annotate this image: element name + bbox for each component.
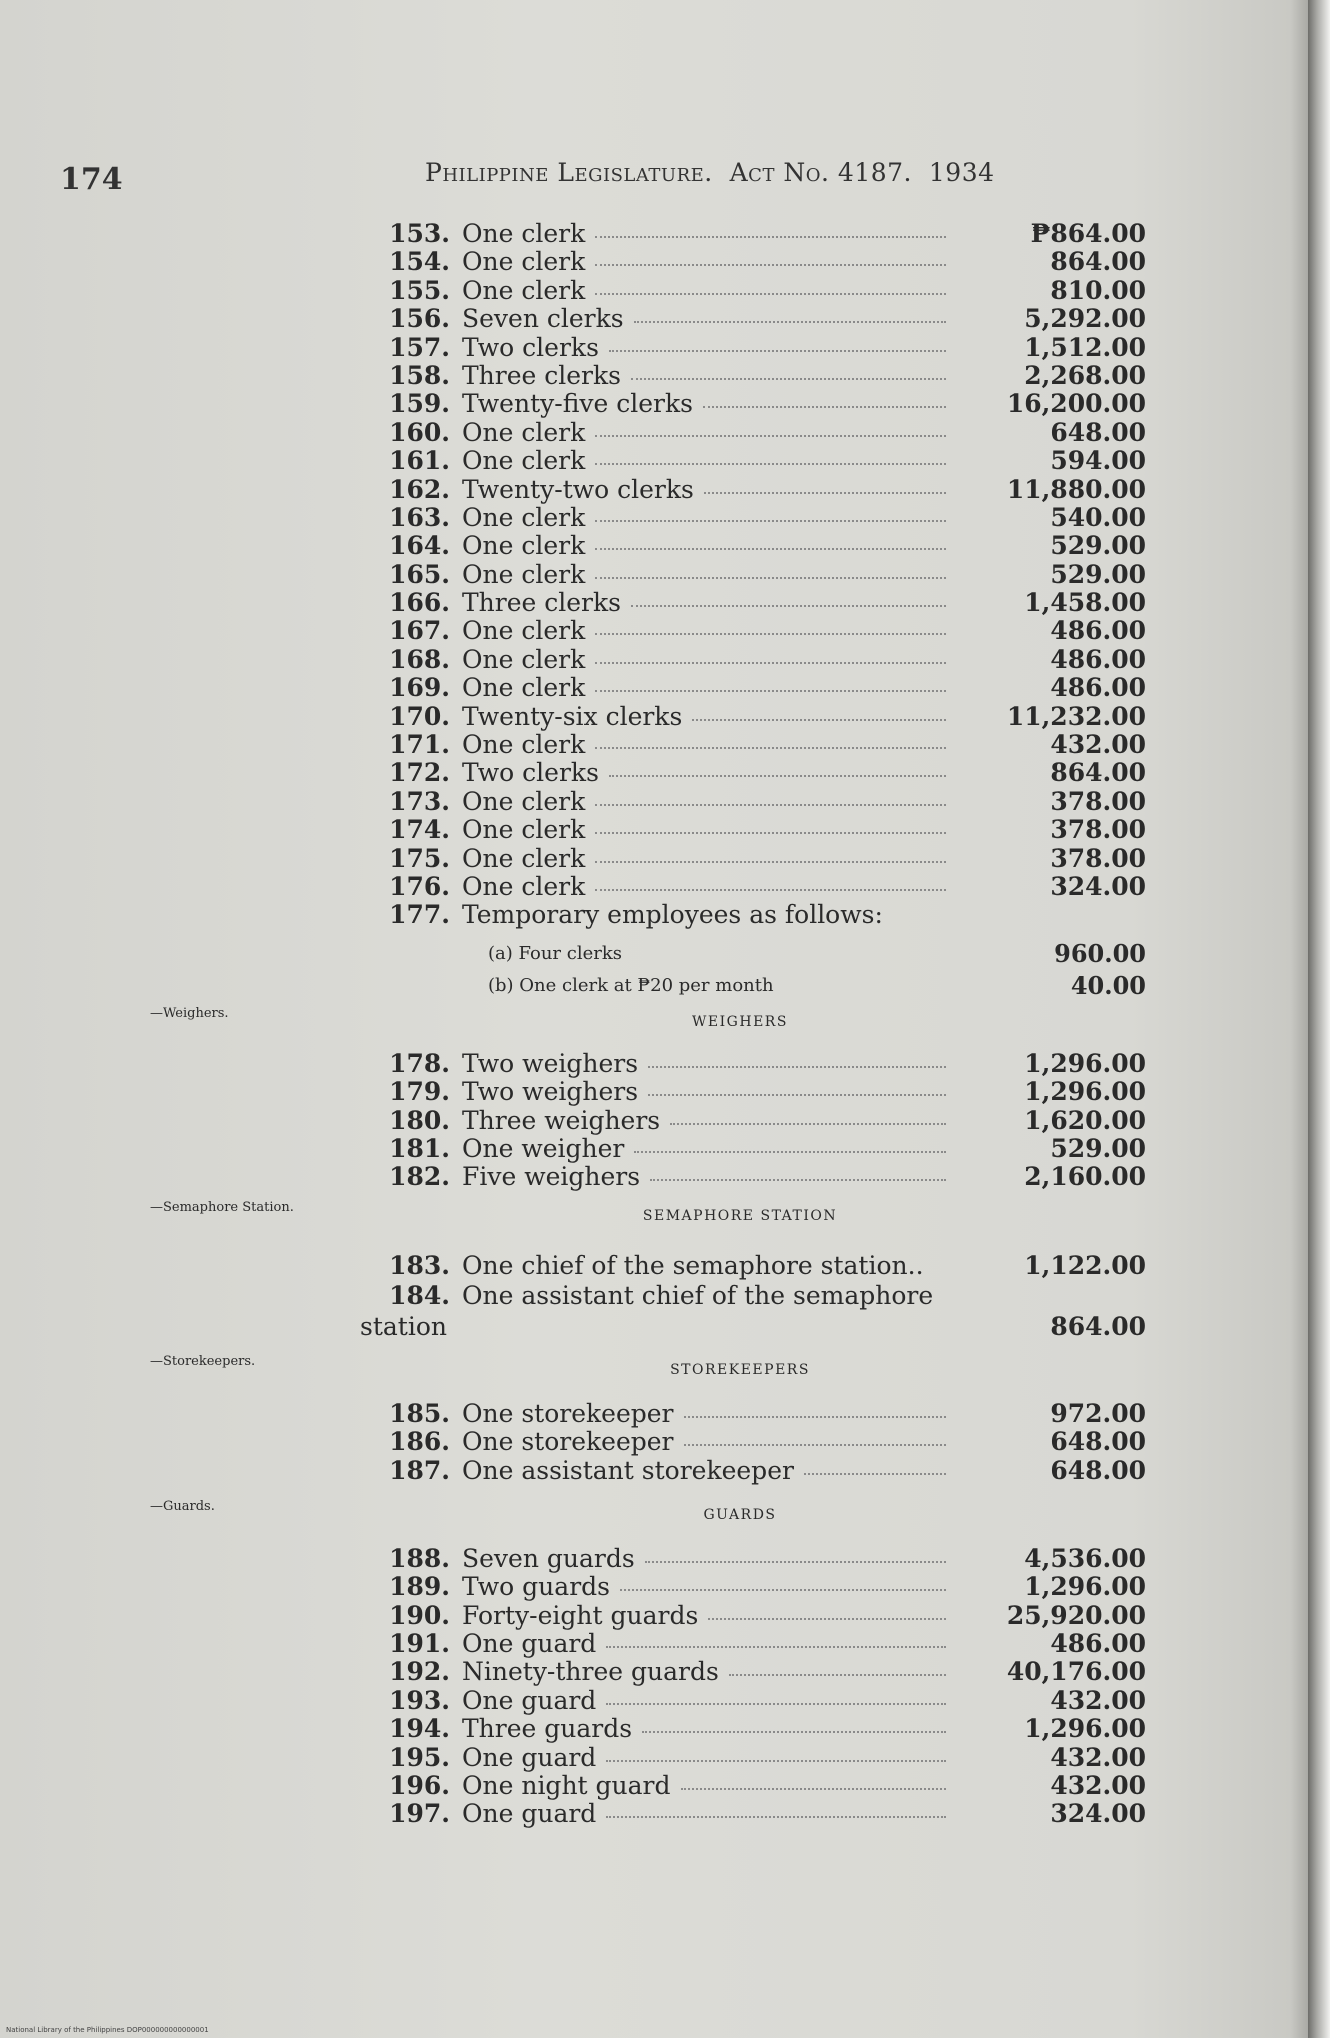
item-number: 179. <box>389 1077 450 1107</box>
item-row <box>0 419 1330 447</box>
item-text: One clerk <box>462 219 586 248</box>
item-amount: 864.00 <box>1050 247 1146 277</box>
item-text: One guard <box>462 1799 597 1829</box>
item-amount: 864.00 <box>1050 1311 1146 1341</box>
item-row <box>0 532 1330 560</box>
margin-note-storekeepers: —Storekeepers. <box>150 1353 256 1369</box>
item-text: Two clerks <box>462 758 599 788</box>
page-number: 174 <box>60 162 123 197</box>
leader-dots <box>595 888 946 891</box>
leader-dots <box>606 1815 946 1818</box>
item-row <box>0 938 1330 970</box>
item-text: One chief of the semaphore station.. <box>462 1250 924 1280</box>
item-number: 197. <box>389 1799 450 1829</box>
item-number: 171. <box>389 730 450 760</box>
leader-dots <box>595 831 946 834</box>
item-amount: 16,200.00 <box>1006 389 1146 419</box>
item-number: 172. <box>389 758 450 788</box>
item-text: One night guard <box>462 1771 671 1801</box>
leader-dots <box>595 632 946 635</box>
item-number: 178. <box>389 1048 450 1078</box>
item-number: 160. <box>389 417 450 447</box>
item-text: One clerk <box>462 446 586 476</box>
leader-dots <box>704 491 946 494</box>
leader-dots <box>609 349 946 352</box>
item-row <box>0 970 1330 1002</box>
item-number: 188. <box>389 1543 450 1573</box>
item-number: 164. <box>389 531 450 561</box>
item-amount: 960.00 <box>1054 938 1146 968</box>
item-amount: 486.00 <box>1050 1629 1146 1659</box>
item-row <box>0 646 1330 674</box>
item-row <box>0 617 1330 645</box>
clerk-rows <box>0 220 1330 901</box>
item-row <box>0 390 1330 418</box>
item-amount: 40,176.00 <box>1006 1657 1146 1687</box>
item-number: 181. <box>389 1133 450 1163</box>
item-row <box>0 1400 1330 1428</box>
margin-note-weighers: —Weighers. <box>150 1005 229 1021</box>
leader-dots <box>595 689 946 692</box>
item-text: Three weighers <box>462 1105 661 1135</box>
item-amount: 378.00 <box>1050 786 1146 816</box>
header-act: Act No. 4187. <box>729 158 912 187</box>
leader-dots <box>595 860 946 863</box>
item-row <box>0 1715 1330 1743</box>
item-amount: 648.00 <box>1050 1427 1146 1457</box>
leader-dots <box>595 547 946 550</box>
item-text: Five weighers <box>462 1162 641 1192</box>
item-number: 193. <box>389 1685 450 1715</box>
item-number: 174. <box>389 815 450 845</box>
item-amount: 594.00 <box>1050 446 1146 476</box>
item-number: 176. <box>389 871 450 901</box>
item-row <box>0 248 1330 276</box>
leader-dots <box>634 320 946 323</box>
item-number: 180. <box>389 1105 450 1135</box>
item-number: 189. <box>389 1572 450 1602</box>
leader-dots <box>729 1673 946 1676</box>
item-amount: 432.00 <box>1050 1771 1146 1801</box>
item-amount: 432.00 <box>1050 1742 1146 1772</box>
guard-rows <box>0 1545 1330 1829</box>
header-year: 1934 <box>928 158 995 187</box>
item-text: One clerk <box>462 730 586 760</box>
item-row <box>0 1078 1330 1106</box>
item-number: 195. <box>389 1742 450 1772</box>
item-text: One weigher <box>462 1133 625 1163</box>
section-semaphore <box>0 1200 1330 1252</box>
item-text: One clerk <box>462 871 586 901</box>
item-text: Twenty-six clerks <box>462 701 683 731</box>
item-amount: 11,232.00 <box>1006 701 1146 731</box>
item-text: Temporary employees as follows: <box>462 900 883 930</box>
leader-dots <box>681 1787 947 1790</box>
item-row <box>0 1658 1330 1686</box>
item-amount: 529.00 <box>1050 531 1146 561</box>
item-row-177 <box>0 901 1330 929</box>
leader-dots <box>648 1065 946 1068</box>
item-text: Three guards <box>462 1714 633 1744</box>
item-text: One clerk <box>462 559 586 589</box>
item-text: Three clerks <box>462 360 621 390</box>
temporary-employee-rows <box>0 938 1330 1002</box>
item-number: 196. <box>389 1771 450 1801</box>
item-text: Two clerks <box>462 332 599 362</box>
item-row <box>0 788 1330 816</box>
leader-dots <box>606 1759 946 1762</box>
item-amount: 5,292.00 <box>1024 304 1146 334</box>
item-amount: 324.00 <box>1050 871 1146 901</box>
item-number: 165. <box>389 559 450 589</box>
item-row <box>0 1107 1330 1135</box>
item-amount: 1,296.00 <box>1024 1077 1146 1107</box>
item-row-184 <box>0 1282 1330 1312</box>
item-number: 166. <box>389 588 450 618</box>
item-text: Two weighers <box>462 1048 639 1078</box>
item-text: One clerk <box>462 815 586 845</box>
item-text: One clerk <box>462 275 586 305</box>
item-text: One clerk <box>462 531 586 561</box>
item-text: One clerk <box>462 843 586 873</box>
leader-dots <box>804 1472 946 1475</box>
item-row <box>0 561 1330 589</box>
item-row <box>0 277 1330 305</box>
header-legislature: Philippine Legislature. <box>425 158 713 187</box>
item-text: One clerk <box>462 673 586 703</box>
item-amount: 864.00 <box>1050 758 1146 788</box>
leader-dots <box>595 235 946 238</box>
item-row <box>0 305 1330 333</box>
item-text: One clerk <box>462 502 586 532</box>
item-text: One storekeeper <box>462 1398 674 1428</box>
item-amount: 25,920.00 <box>1006 1600 1146 1630</box>
item-row <box>0 1135 1330 1163</box>
leader-dots <box>684 1443 947 1446</box>
item-number: 186. <box>389 1427 450 1457</box>
item-row-183 <box>0 1252 1330 1282</box>
item-number: 192. <box>389 1657 450 1687</box>
item-text: Twenty-five clerks <box>462 389 693 419</box>
item-number: 163. <box>389 502 450 532</box>
item-amount: 1,620.00 <box>1024 1105 1146 1135</box>
item-row <box>0 1800 1330 1828</box>
item-number: 159. <box>389 389 450 419</box>
item-amount: 432.00 <box>1050 1685 1146 1715</box>
item-row <box>0 759 1330 787</box>
item-text-continued: station <box>360 1311 447 1341</box>
item-amount: 540.00 <box>1050 502 1146 532</box>
item-row <box>0 731 1330 759</box>
item-text: Two guards <box>462 1572 610 1602</box>
item-number: 177. <box>389 900 450 930</box>
leader-dots <box>642 1730 946 1733</box>
item-amount: 1,512.00 <box>1024 332 1146 362</box>
appropriation-list <box>0 220 1330 1829</box>
leader-dots <box>648 1093 946 1096</box>
leader-dots <box>595 263 946 266</box>
item-amount: 1,296.00 <box>1024 1572 1146 1602</box>
item-text: One clerk <box>462 644 586 674</box>
item-amount: 1,458.00 <box>1024 588 1146 618</box>
item-amount: 648.00 <box>1050 417 1146 447</box>
item-text: Three clerks <box>462 588 621 618</box>
item-row <box>0 476 1330 504</box>
leader-dots <box>708 1617 946 1620</box>
section-storekeepers <box>0 1354 1330 1400</box>
item-text: (a) Four clerks <box>488 942 622 964</box>
item-row <box>0 334 1330 362</box>
section-title-semaphore: SEMAPHORE STATION <box>642 1207 838 1224</box>
weigher-rows <box>0 1050 1330 1192</box>
storekeeper-rows <box>0 1400 1330 1485</box>
leader-dots <box>703 405 946 408</box>
leader-dots <box>606 1702 946 1705</box>
item-amount: 529.00 <box>1050 559 1146 589</box>
item-row <box>0 1163 1330 1191</box>
item-number: 158. <box>389 360 450 390</box>
leader-dots <box>684 1415 947 1418</box>
leader-dots <box>609 774 946 777</box>
item-row <box>0 1687 1330 1715</box>
leader-dots <box>620 1588 946 1591</box>
margin-note-semaphore: —Semaphore Station. <box>150 1199 294 1215</box>
item-amount: 486.00 <box>1050 673 1146 703</box>
item-row <box>0 845 1330 873</box>
item-row <box>0 589 1330 617</box>
item-amount: 11,880.00 <box>1006 474 1146 504</box>
item-amount: 810.00 <box>1050 275 1146 305</box>
item-row <box>0 873 1330 901</box>
item-number: 154. <box>389 247 450 277</box>
leader-dots <box>595 746 946 749</box>
item-number: 167. <box>389 616 450 646</box>
item-row <box>0 1545 1330 1573</box>
item-number: 185. <box>389 1398 450 1428</box>
item-row <box>0 362 1330 390</box>
item-amount: 378.00 <box>1050 815 1146 845</box>
item-row-184-continued <box>0 1312 1330 1342</box>
leader-dots <box>595 434 946 437</box>
leader-dots <box>631 604 946 607</box>
item-amount: 432.00 <box>1050 730 1146 760</box>
leader-dots <box>650 1178 946 1181</box>
item-row <box>0 816 1330 844</box>
item-text: One guard <box>462 1742 597 1772</box>
item-number: 184. <box>389 1280 450 1310</box>
item-text: One clerk <box>462 417 586 447</box>
item-amount: 972.00 <box>1050 1398 1146 1428</box>
item-amount: 2,268.00 <box>1024 360 1146 390</box>
item-amount: 2,160.00 <box>1024 1162 1146 1192</box>
item-number: 161. <box>389 446 450 476</box>
item-number: 162. <box>389 474 450 504</box>
item-amount: 4,536.00 <box>1024 1543 1146 1573</box>
running-header <box>425 158 995 187</box>
item-number: 169. <box>389 673 450 703</box>
leader-dots <box>606 1645 946 1648</box>
item-amount: ₱864.00 <box>1030 219 1146 248</box>
item-number: 156. <box>389 304 450 334</box>
item-row <box>0 504 1330 532</box>
item-text: One clerk <box>462 247 586 277</box>
item-row <box>0 1050 1330 1078</box>
item-number: 187. <box>389 1455 450 1485</box>
leader-dots <box>595 661 946 664</box>
item-number: 191. <box>389 1629 450 1659</box>
item-text: One clerk <box>462 786 586 816</box>
section-title-weighers: WEIGHERS <box>692 1013 788 1030</box>
leader-dots <box>631 377 946 380</box>
leader-dots <box>595 462 946 465</box>
scan-footer: National Library of the Philippines DOP000000000000001 <box>6 2026 209 2034</box>
item-amount: 648.00 <box>1050 1455 1146 1485</box>
leader-dots <box>634 1150 946 1153</box>
item-number: 194. <box>389 1714 450 1744</box>
item-row <box>0 220 1330 248</box>
item-number: 183. <box>389 1250 450 1280</box>
item-text: One storekeeper <box>462 1427 674 1457</box>
item-number: 190. <box>389 1600 450 1630</box>
item-row <box>0 1573 1330 1601</box>
item-row <box>0 1630 1330 1658</box>
item-row <box>0 674 1330 702</box>
item-number: 168. <box>389 644 450 674</box>
item-row <box>0 703 1330 731</box>
item-text: One guard <box>462 1629 597 1659</box>
item-amount: 1,296.00 <box>1024 1714 1146 1744</box>
section-weighers <box>0 1006 1330 1050</box>
item-text: One guard <box>462 1685 597 1715</box>
item-amount: 486.00 <box>1050 616 1146 646</box>
item-number: 175. <box>389 843 450 873</box>
leader-dots <box>670 1122 946 1125</box>
leader-dots <box>595 292 946 295</box>
item-amount: 1,296.00 <box>1024 1048 1146 1078</box>
item-text: Forty-eight guards <box>462 1600 699 1630</box>
section-title-guards: GUARDS <box>703 1506 777 1523</box>
item-text: Seven clerks <box>462 304 624 334</box>
item-text: Ninety-three guards <box>462 1657 719 1687</box>
item-text: Two weighers <box>462 1077 639 1107</box>
item-text: Seven guards <box>462 1543 635 1573</box>
section-title-storekeepers: STOREKEEPERS <box>670 1361 810 1378</box>
item-row <box>0 447 1330 475</box>
item-number: 170. <box>389 701 450 731</box>
item-number: 157. <box>389 332 450 362</box>
item-number: 153. <box>389 219 450 248</box>
item-number: 182. <box>389 1162 450 1192</box>
leader-dots <box>595 803 946 806</box>
item-text: (b) One clerk at ₱20 per month <box>488 974 774 996</box>
leader-dots <box>645 1560 946 1563</box>
leader-dots <box>595 576 946 579</box>
item-row <box>0 1772 1330 1800</box>
item-amount: 324.00 <box>1050 1799 1146 1829</box>
item-row <box>0 1428 1330 1456</box>
item-row <box>0 1457 1330 1485</box>
item-amount: 378.00 <box>1050 843 1146 873</box>
item-amount: 40.00 <box>1070 970 1146 1000</box>
item-text: One assistant storekeeper <box>462 1455 794 1485</box>
item-amount: 529.00 <box>1050 1133 1146 1163</box>
leader-dots <box>595 519 946 522</box>
item-number: 155. <box>389 275 450 305</box>
item-text: One clerk <box>462 616 586 646</box>
item-text: Twenty-two clerks <box>462 474 694 504</box>
margin-note-guards: —Guards. <box>150 1498 215 1514</box>
section-guards <box>0 1499 1330 1545</box>
item-amount: 1,122.00 <box>1024 1250 1146 1280</box>
item-amount: 486.00 <box>1050 644 1146 674</box>
leader-dots <box>692 718 946 721</box>
item-row <box>0 1602 1330 1630</box>
item-number: 173. <box>389 786 450 816</box>
item-row <box>0 1744 1330 1772</box>
item-text: One assistant chief of the semaphore <box>462 1280 934 1310</box>
